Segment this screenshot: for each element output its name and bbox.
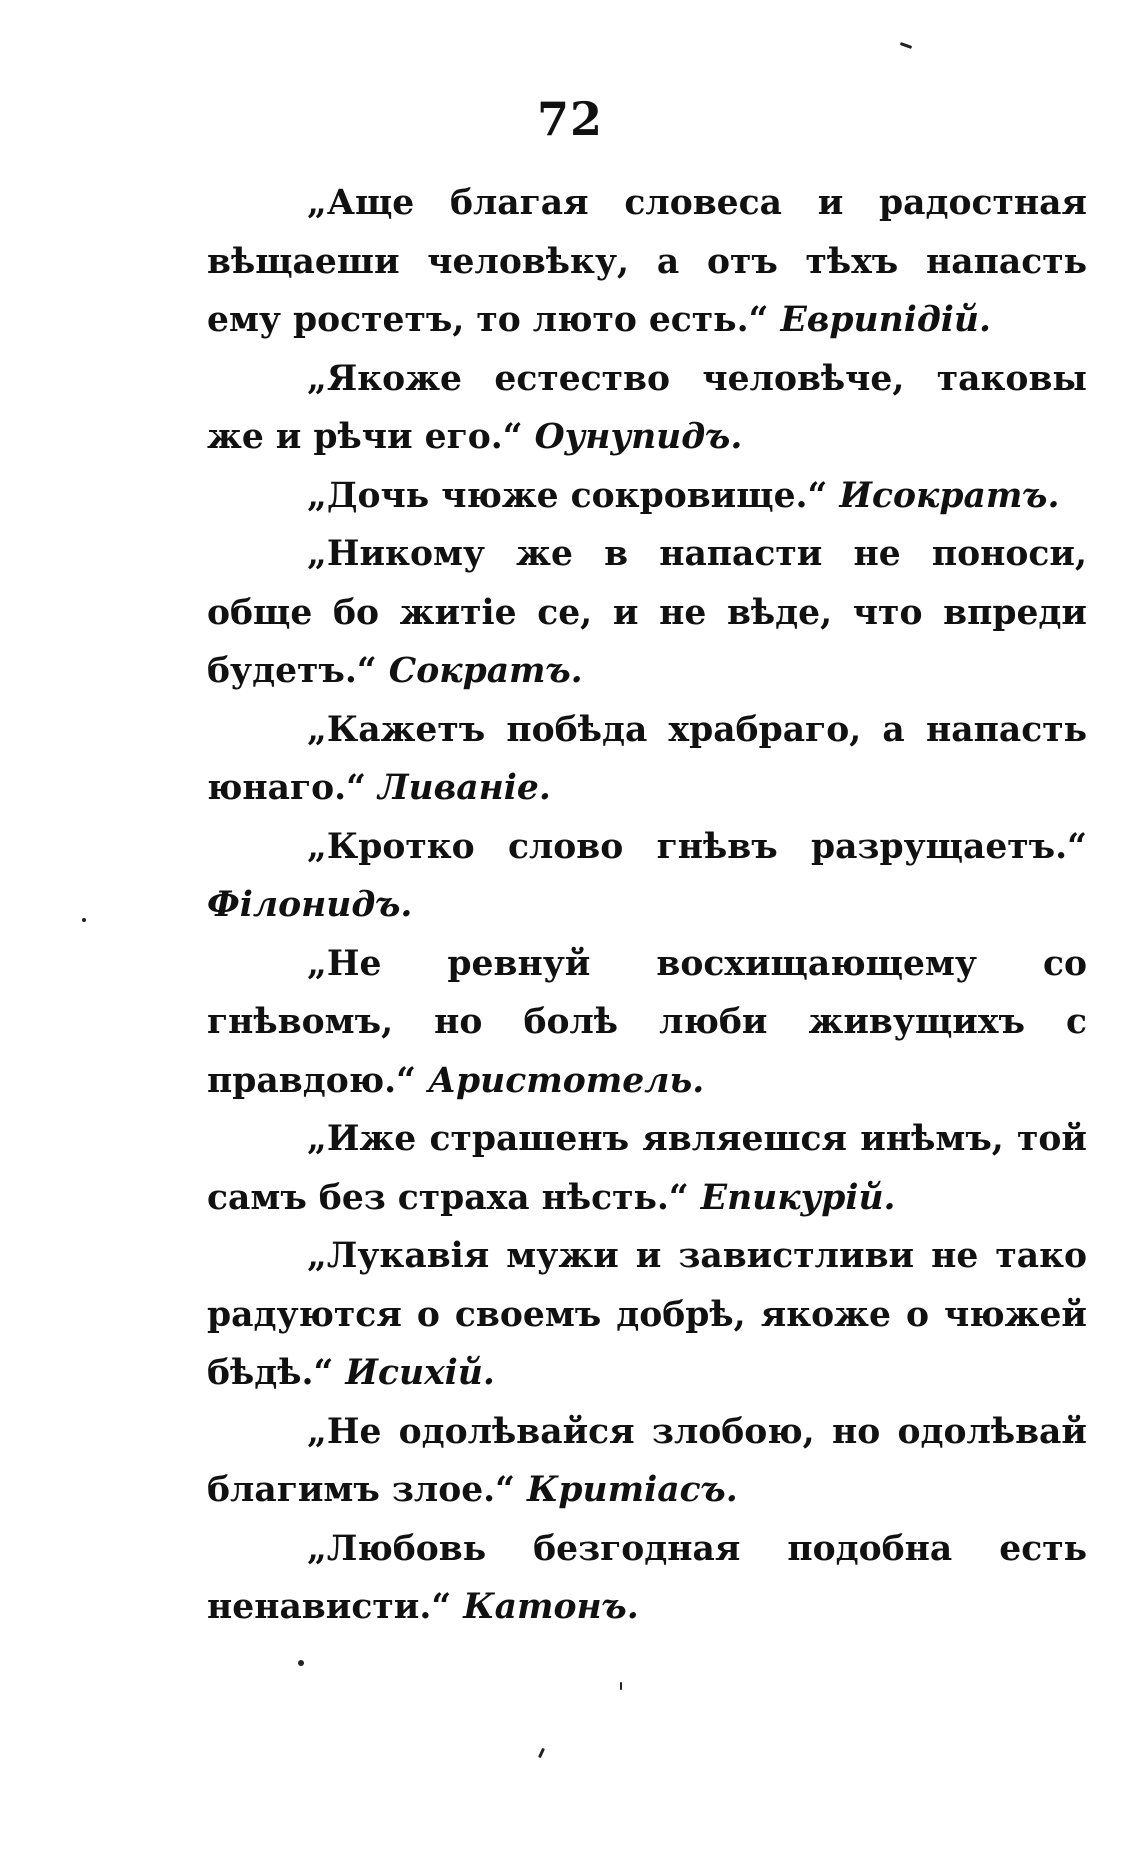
quote-text: „Дочь чюже сокровище.“: [307, 475, 828, 516]
quote-text: „Якоже естество человѣче, таковы же и рѣчи его.“: [207, 358, 1087, 457]
quote: [207, 1520, 1087, 1637]
ink-speck: [82, 918, 86, 922]
quote-text: „Любовь безгодная подобна есть ненависти.“: [207, 1528, 1087, 1627]
quote-text: „Лукавія мужи и завистливи не тако радуются о своемъ добрѣ, якоже о чюжей бѣдѣ.“: [207, 1236, 1087, 1393]
quote-author: Исократъ.: [839, 475, 1060, 516]
quote-author: Еврипідій.: [780, 300, 992, 340]
ink-speck: [620, 1682, 622, 1690]
quote-author: Оунупидъ.: [534, 417, 743, 457]
quote-text: „Иже страшенъ являешся инѣмъ, той самъ без страха нѣсть.“: [207, 1119, 1087, 1218]
quote: [207, 701, 1087, 818]
quote: [207, 1110, 1087, 1227]
quote: [207, 818, 1087, 935]
quote: [207, 935, 1087, 1111]
page-number: 72: [536, 92, 603, 146]
quote-author: Исихій.: [345, 1353, 495, 1393]
quote-author: Катонъ.: [463, 1587, 639, 1627]
ink-speck: [298, 1660, 304, 1666]
quote: [207, 1227, 1087, 1403]
quote-text: „Никому же в напасти не поноси, обще бо житіе се, и не вѣде, что впреди будетъ.“: [207, 534, 1087, 691]
ink-speck: [538, 1748, 545, 1758]
quote-text: „Не ревнуй восхищающему со гнѣвомъ, но болѣ люби живущихъ с правдою.“: [207, 943, 1087, 1101]
quote-text: „Не одолѣвайся злобою, но одолѣвай благимъ злое.“: [207, 1411, 1087, 1510]
quote-author: Філонидъ.: [207, 885, 413, 925]
quote: [207, 174, 1087, 350]
quote-text: „Кажетъ побѣда храбраго, а напасть юнаго.“: [207, 709, 1087, 808]
quote: [207, 467, 1087, 526]
quote-author: Аристотель.: [427, 1060, 705, 1101]
quote-text: „Кротко слово гнѣвъ разрущаетъ.“: [307, 826, 1087, 867]
quote-author: Ливаніе.: [378, 768, 551, 808]
quote-text: „Аще благая словеса и радостная вѣщаеши человѣку, а отъ тѣхъ напасть ему ростетъ, то люто есть.“: [207, 183, 1087, 340]
ink-speck: [900, 42, 912, 49]
quotations-block: [207, 174, 1087, 1637]
quote: [207, 525, 1087, 701]
quote: [207, 350, 1087, 467]
quote-author: Сократъ.: [388, 651, 583, 691]
quote-author: Епикурій.: [700, 1177, 896, 1218]
quote-author: Критіасъ.: [527, 1470, 738, 1510]
quote: [207, 1403, 1087, 1520]
